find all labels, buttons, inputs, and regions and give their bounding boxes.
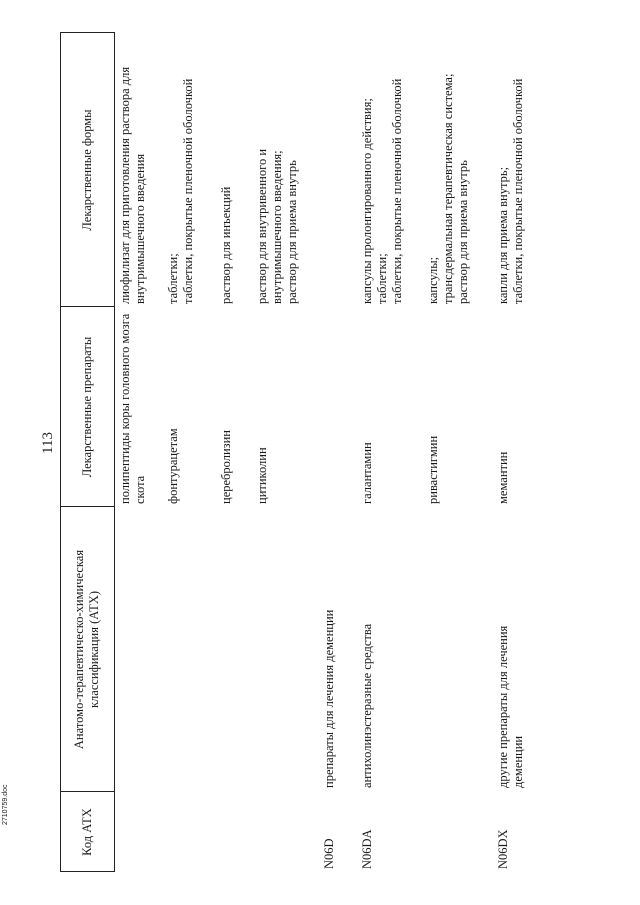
table-row-code: N06DA	[360, 829, 374, 869]
table-row-forms: капсулы пролонгированного действия; таблетки; таблетки, покрытые пленочной оболочкой	[360, 78, 404, 304]
table-row-drug: церебролизин	[219, 430, 233, 504]
table-row-classification: антихолинэстеразные средства	[360, 623, 374, 788]
table-row-forms: раствор для инъекций	[219, 186, 233, 304]
table-row-forms: капсулы; трансдермальная терапевтическая система; раствор для приема внутрь	[426, 73, 470, 304]
table-row-drug: мемантин	[496, 451, 510, 504]
table-row-code: N06D	[322, 838, 336, 869]
table-header-rule	[114, 32, 115, 872]
table-row-drug: ривастигмин	[426, 435, 440, 504]
table-row-classification: другие препараты для лечения деменции	[496, 625, 525, 788]
table-row-classification: препараты для лечения деменции	[322, 609, 336, 788]
header-classification: Анатомо-терапевтическо-химическая классификация (АТХ)	[72, 549, 101, 750]
table-row-drug: полипептиды коры головного мозга скота	[118, 313, 147, 504]
page-number: 113	[40, 432, 56, 454]
table-row-forms: лиофилизат для приготовления раствора для внутримышечного введения	[118, 66, 147, 304]
header-code: Код АТХ	[79, 808, 94, 856]
table-row-drug: галантамин	[360, 442, 374, 504]
table-row-drug: фонтурацетам	[166, 428, 180, 504]
document-reference: 2710759.doc	[2, 784, 9, 825]
table-row-code: N06DX	[496, 829, 510, 869]
table-row-forms: раствор для внутривенного и внутримышечного введения; раствор для приема внутрь	[255, 148, 299, 304]
header-forms: Лекарственные формы	[79, 109, 94, 231]
drug-table	[60, 32, 540, 872]
table-row-forms: таблетки; таблетки, покрытые пленочной оболочкой	[166, 78, 195, 304]
table-row-forms: капли для приема внутрь; таблетки, покрытые пленочной оболочкой	[496, 78, 525, 304]
table-row-drug: цитиколин	[255, 447, 269, 504]
header-drugs: Лекарственные препараты	[79, 336, 94, 478]
